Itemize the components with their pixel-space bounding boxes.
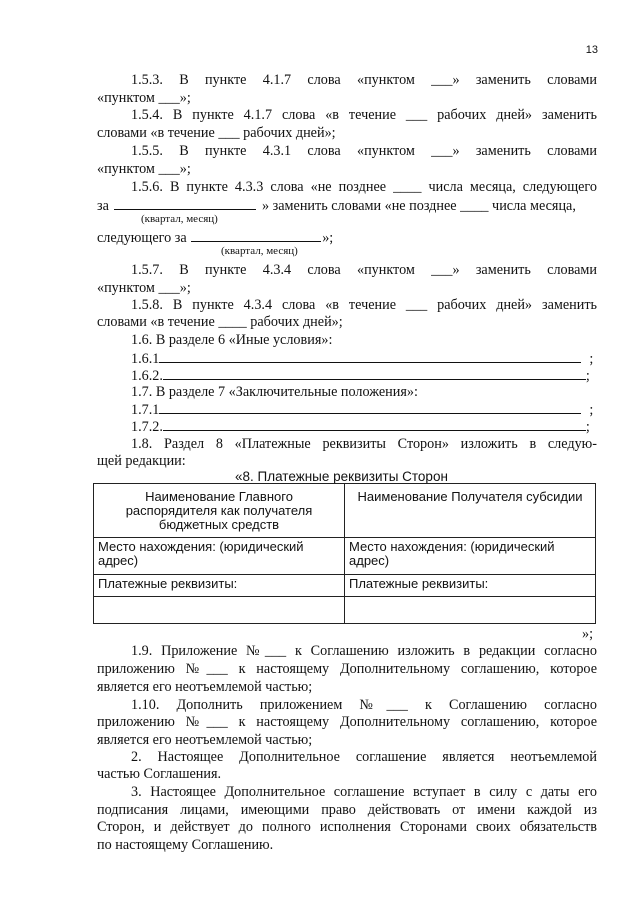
clause-1-6-1-num: 1.6.1 [131,351,160,367]
clause-1-5-6: 1.5.6. В пункте 4.3.3 слова «не позднее ____ числа месяца, следующего [131,179,597,195]
semicolon: ; [589,402,594,418]
hint-quarter-month-2: (квартал, месяц) [221,245,298,257]
semicolon: ; [585,368,590,384]
blank-line [163,418,586,431]
location-left: Место нахождения: (юридический адрес) [94,538,345,575]
clause-1-7: 1.7. В разделе 7 «Заключительные положения»: [131,384,418,400]
clause-1-7-2 [131,418,590,436]
clause-1-10-cont: приложению №___ к настоящему Дополнительному соглашению, которое [97,714,597,730]
payment-left: Платежные реквизиты: [94,575,345,597]
clause-1-5-5-cont: «пунктом ___»; [97,161,191,177]
table-row [94,484,596,538]
clause-3-cont: подписания лицами, имеющими право действовать от имени каждой из [97,802,597,818]
clause-1-10-cont2: является его неотъемлемой частью; [97,732,313,748]
empty-left [94,597,345,624]
clause-1-6-2 [131,367,590,385]
table-row [94,575,596,597]
head-left: Наименование Главного распорядителя как получателя бюджетных средств [94,484,345,538]
table-title: «8. Платежные реквизиты Сторон [235,469,448,484]
clause-1-5-8: 1.5.8. В пункте 4.3.4 слова «в течение ___ рабочих дней» заменить [131,297,597,313]
clause-2-cont: частью Соглашения. [97,766,222,782]
clause-1-9-cont2: является его неотъемлемой частью; [97,679,313,695]
clause-1-9: 1.9. Приложение №___ к Соглашению изложить в редакции согласно [131,643,597,659]
clause-2: 2. Настоящее Дополнительное соглашение является неотъемлемой [131,749,597,765]
clause-1-5-8-cont: словами «в течение ____ рабочих дней»; [97,314,343,330]
blank-line [159,350,581,363]
clause-1-7-1-num: 1.7.1 [131,402,160,418]
semicolon: ; [585,419,590,435]
table-row [94,538,596,575]
clause-1-5-7-cont: «пунктом ___»; [97,280,191,296]
blank-line [191,229,321,242]
clause-1-6-1 [131,350,593,368]
semicolon: ; [589,351,594,367]
clause-1-8-cont: щей редакции: [97,453,186,469]
empty-right [345,597,596,624]
clause-1-6-2-num: 1.6.2. [131,368,163,384]
clause-1-5-3: 1.5.3. В пункте 4.1.7 слова «пунктом ___» заменить словами [131,72,597,88]
location-right: Место нахождения: (юридический адрес) [345,538,596,575]
clause-1-5-5: 1.5.5. В пункте 4.3.1 слова «пунктом ___» заменить словами [131,143,597,159]
blank-line [163,367,586,380]
clause-3: 3. Настоящее Дополнительное соглашение вступает в силу с даты его [131,784,597,800]
text-next: следующего за [97,230,187,246]
clause-1-8: 1.8. Раздел 8 «Платежные реквизиты Сторон» изложить в следую- [131,436,597,452]
clause-3-cont2: Сторон, и действует до полного исполнения Сторонами своих обязательств [97,819,597,835]
text-za: за [97,198,109,214]
clause-1-5-4-cont: словами «в течение ___ рабочих дней»; [97,125,336,141]
text-replace: » заменить словами «не позднее ____ числа месяца, [262,198,576,214]
hint-quarter-month: (квартал, месяц) [141,213,218,225]
head-right: Наименование Получателя субсидии [345,484,596,538]
clause-1-5-7: 1.5.7. В пункте 4.3.4 слова «пунктом ___» заменить словами [131,262,597,278]
clause-3-cont3: по настоящему Соглашению. [97,837,274,853]
clause-1-5-4: 1.5.4. В пункте 4.1.7 слова «в течение ___ рабочих дней» заменить [131,107,597,123]
page-number: 13 [585,44,598,56]
clause-1-9-cont: приложению №___ к настоящему Дополнительному соглашению, которое [97,661,597,677]
table-row [94,597,596,624]
clause-1-10: 1.10. Дополнить приложением №___ к Соглашению согласно [131,697,597,713]
table-close: »; [582,626,594,642]
clause-1-5-3-cont: «пунктом ___»; [97,90,191,106]
blank-line [114,197,256,210]
payment-right: Платежные реквизиты: [345,575,596,597]
clause-1-6: 1.6. В разделе 6 «Иные условия»: [131,332,333,348]
clause-1-7-1 [131,401,593,419]
payment-details-table [93,483,596,624]
clause-1-7-2-num: 1.7.2. [131,419,163,435]
text-close: »; [322,230,334,246]
blank-line [159,401,581,414]
